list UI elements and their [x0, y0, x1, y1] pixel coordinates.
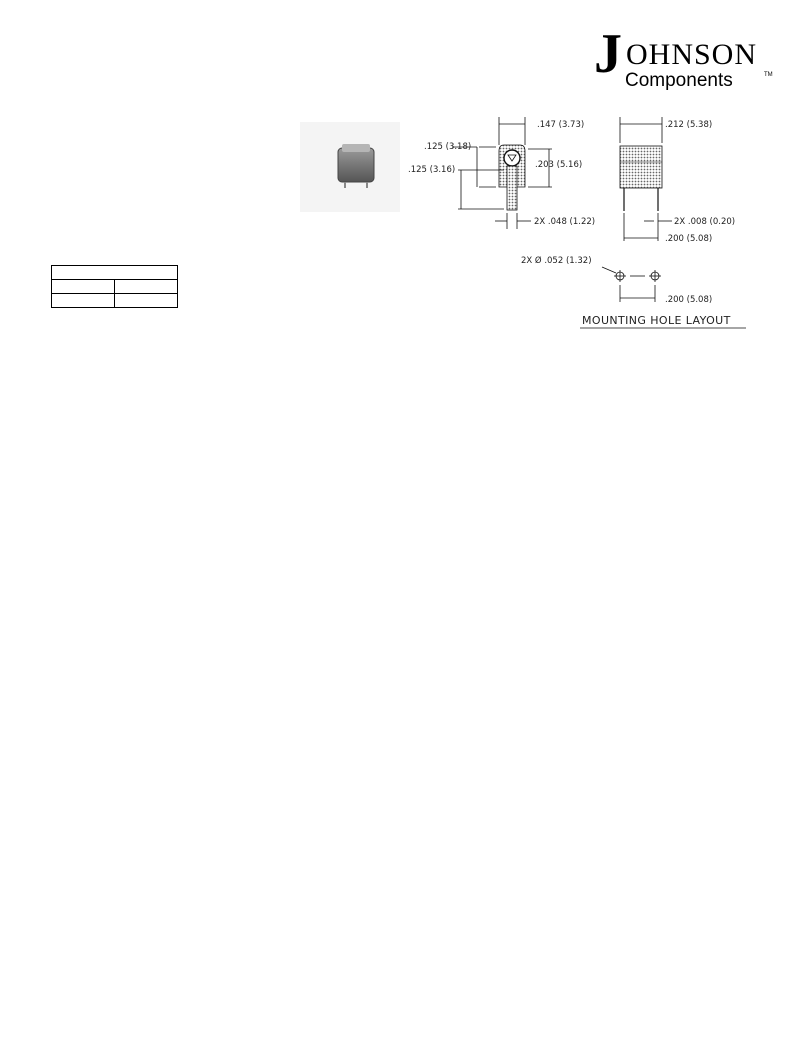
- dim-front-pin-width: 2X .048 (1.22): [534, 217, 596, 227]
- dim-side-pin-spacing: .200 (5.08): [665, 234, 713, 244]
- mounting-hole-layout-title: MOUNTING HOLE LAYOUT: [582, 314, 731, 327]
- table-row: [52, 266, 178, 280]
- logo-trademark: TM: [764, 72, 773, 78]
- dim-side-width: .212 (5.38): [665, 120, 713, 130]
- dim-hole-diameter: 2X Ø .052 (1.32): [521, 256, 592, 266]
- dim-front-body-height: .203 (5.16): [535, 160, 583, 170]
- johnson-components-logo: [592, 24, 782, 94]
- table-cell: [115, 294, 178, 308]
- dim-hole-spacing: .200 (5.08): [665, 295, 713, 305]
- table-cell: [52, 280, 115, 294]
- dim-side-pin-thickness: 2X .008 (0.20): [674, 217, 736, 227]
- product-photo: [300, 122, 400, 212]
- logo-initial: J: [594, 24, 622, 85]
- table-row: [52, 294, 178, 308]
- logo-brand-name: OHNSON: [626, 38, 758, 71]
- front-view: [452, 117, 552, 229]
- dim-front-width: .147 (3.73): [537, 120, 585, 130]
- table-cell: [115, 280, 178, 294]
- spec-table: [51, 265, 178, 308]
- table-row: [52, 280, 178, 294]
- logo-subtitle: Components: [625, 70, 733, 91]
- technical-drawings: [400, 105, 770, 345]
- side-view: [620, 117, 672, 241]
- dim-front-upper-height: .125 (3.18): [424, 142, 472, 152]
- dim-front-lower-height: .125 (3.16): [408, 165, 456, 175]
- table-header-cell: [52, 266, 178, 280]
- table-cell: [52, 294, 115, 308]
